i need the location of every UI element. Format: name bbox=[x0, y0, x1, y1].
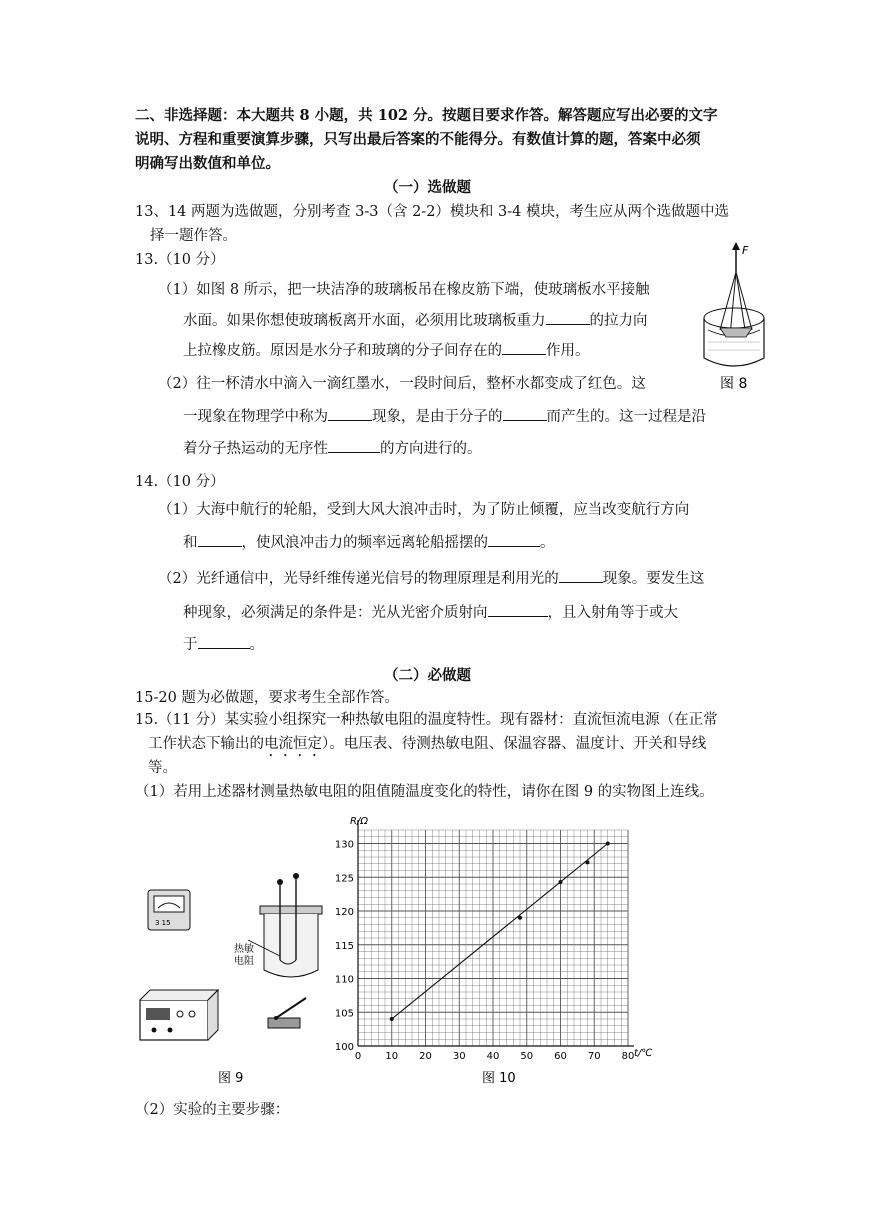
part2-title: （二）必做题 bbox=[384, 667, 471, 684]
x-tick-label: 80 bbox=[621, 1051, 635, 1062]
x-tick-label: 30 bbox=[452, 1051, 466, 1062]
chart-y-label: R/Ω bbox=[350, 816, 368, 827]
q14-part1-line-2: 和 ，使风浪冲击力的频率远离轮船摇摆的 。 bbox=[183, 532, 555, 553]
part1-intro-line-2: 择一题作答。 bbox=[150, 228, 237, 244]
q13-part1-line-3: 上拉橡皮筋。原因是水分子和玻璃的分子间存在的 作用。 bbox=[183, 340, 590, 361]
q14-part2-line-3: 于 。 bbox=[183, 634, 264, 655]
q14-part1-line-1: （1）大海中航行的轮船，受到大风大浪冲击时，为了防止倾覆，应当改变航行方向 bbox=[158, 502, 690, 518]
q15-sub1: （1）若用上述器材测量热敏电阻的阻值随温度变化的特性，请你在图 9 的实物图上连线。 bbox=[135, 784, 714, 800]
answer-blank[interactable] bbox=[198, 532, 242, 547]
x-tick-label: 70 bbox=[587, 1051, 601, 1062]
y-tick-label: 130 bbox=[334, 839, 354, 851]
voltmeter-icon bbox=[148, 890, 190, 930]
data-point bbox=[606, 842, 610, 846]
figure-8-label: 图 8 bbox=[720, 376, 748, 390]
section-heading-line-3: 明确写出数值和单位。 bbox=[135, 155, 280, 172]
y-tick-label: 105 bbox=[334, 1008, 354, 1020]
q15-line-3: 等。 bbox=[148, 760, 177, 776]
answer-blank[interactable] bbox=[546, 310, 590, 325]
x-tick-label: 20 bbox=[419, 1051, 432, 1062]
y-tick-label: 100 bbox=[334, 1042, 354, 1053]
chart-x-label: t/℃ bbox=[634, 1048, 653, 1059]
part1-title: （一）选做题 bbox=[384, 179, 471, 196]
x-tick-label: 40 bbox=[486, 1051, 500, 1062]
figure-10-label: 图 10 bbox=[482, 1071, 516, 1086]
part1-intro-line-1: 13、14 两题为选做题，分别考查 3-3（含 2-2）模块和 3-4 模块，考生应从两个选做题中选 bbox=[135, 204, 729, 220]
data-point bbox=[390, 1017, 394, 1021]
answer-blank[interactable] bbox=[503, 406, 547, 421]
data-point bbox=[559, 880, 563, 884]
answer-blank[interactable] bbox=[328, 406, 372, 421]
thermistor-label-1: 热敏 bbox=[234, 944, 254, 955]
section-heading-line-2: 说明、方程和重要演算步骤，只写出最后答案的不能得分。有数值计算的题，答案中必须 bbox=[135, 131, 701, 148]
data-point bbox=[518, 916, 522, 920]
y-tick-label: 125 bbox=[334, 873, 354, 885]
section-heading-line-1: 二、非选择题：本大题共 8 小题，共 102 分。按题目要求作答。解答题应写出必要的文字 bbox=[135, 107, 718, 124]
answer-blank[interactable] bbox=[488, 602, 548, 617]
voltmeter-terminals: 3 15 bbox=[155, 919, 171, 927]
x-tick-label: 10 bbox=[385, 1051, 399, 1062]
answer-blank[interactable] bbox=[559, 568, 603, 583]
y-tick-label: 115 bbox=[334, 940, 354, 952]
answer-blank[interactable] bbox=[328, 438, 380, 453]
figure-9-label: 图 9 bbox=[218, 1071, 244, 1086]
q13-part2-line-1: （2）往一杯清水中滴入一滴红墨水，一段时间后，整杯水都变成了红色。这 bbox=[158, 376, 646, 392]
switch-icon bbox=[268, 998, 306, 1028]
q14-part2-line-2: 种现象，必须满足的条件是：光从光密介质射向 ，且入射角等于或大 bbox=[183, 602, 678, 623]
thermistor-label-2: 电阻 bbox=[234, 956, 254, 967]
q13-part1-line-2: 水面。如果你想使玻璃板离开水面，必须用比玻璃板重力 的拉力向 bbox=[183, 310, 648, 331]
figure-10-chart bbox=[332, 808, 664, 1092]
q13-part2-line-2: 一现象在物理学中称为 现象，是由于分子的 而产生的。这一过程是沿 bbox=[183, 406, 706, 427]
x-tick-label: 50 bbox=[520, 1051, 534, 1062]
q13-part1-line-1: （1）如图 8 所示，把一块洁净的玻璃板吊在橡皮筋下端，使玻璃板水平接触 bbox=[158, 282, 650, 298]
thermos-container-icon bbox=[234, 873, 322, 977]
figure-8 bbox=[700, 240, 820, 390]
part2-intro: 15-20 题为必做题，要求考生全部作答。 bbox=[135, 690, 399, 706]
q14-heading: 14.（10 分） bbox=[135, 474, 225, 490]
q13-heading: 13.（10 分） bbox=[135, 252, 225, 268]
answer-blank[interactable] bbox=[502, 340, 546, 355]
x-tick-label: 0 bbox=[354, 1051, 362, 1062]
figure-9 bbox=[130, 860, 330, 1090]
q13-part2-line-3: 着分子热运动的无序性 的方向进行的。 bbox=[183, 438, 482, 459]
q15-sub2: （2）实验的主要步骤： bbox=[135, 1102, 290, 1118]
answer-blank[interactable] bbox=[488, 532, 540, 547]
force-label: F bbox=[742, 244, 749, 257]
q15-line-1: 15.（11 分）某实验小组探究一种热敏电阻的温度特性。现有器材：直流恒流电源（在正常 bbox=[135, 712, 718, 728]
data-point bbox=[586, 860, 590, 864]
q15-line-2: 工作状态下输出的电流恒定）。电压表、待测热敏电阻、保温容器、温度计、开关和导线 bbox=[148, 736, 707, 752]
answer-blank[interactable] bbox=[198, 634, 250, 649]
q14-part2-line-1: （2）光纤通信中，光导纤维传递光信号的物理原理是利用光的 现象。要发生这 bbox=[158, 568, 704, 589]
power-supply-icon bbox=[140, 990, 218, 1040]
y-tick-label: 120 bbox=[334, 907, 354, 918]
x-tick-label: 60 bbox=[554, 1051, 567, 1062]
y-tick-label: 110 bbox=[334, 974, 354, 986]
